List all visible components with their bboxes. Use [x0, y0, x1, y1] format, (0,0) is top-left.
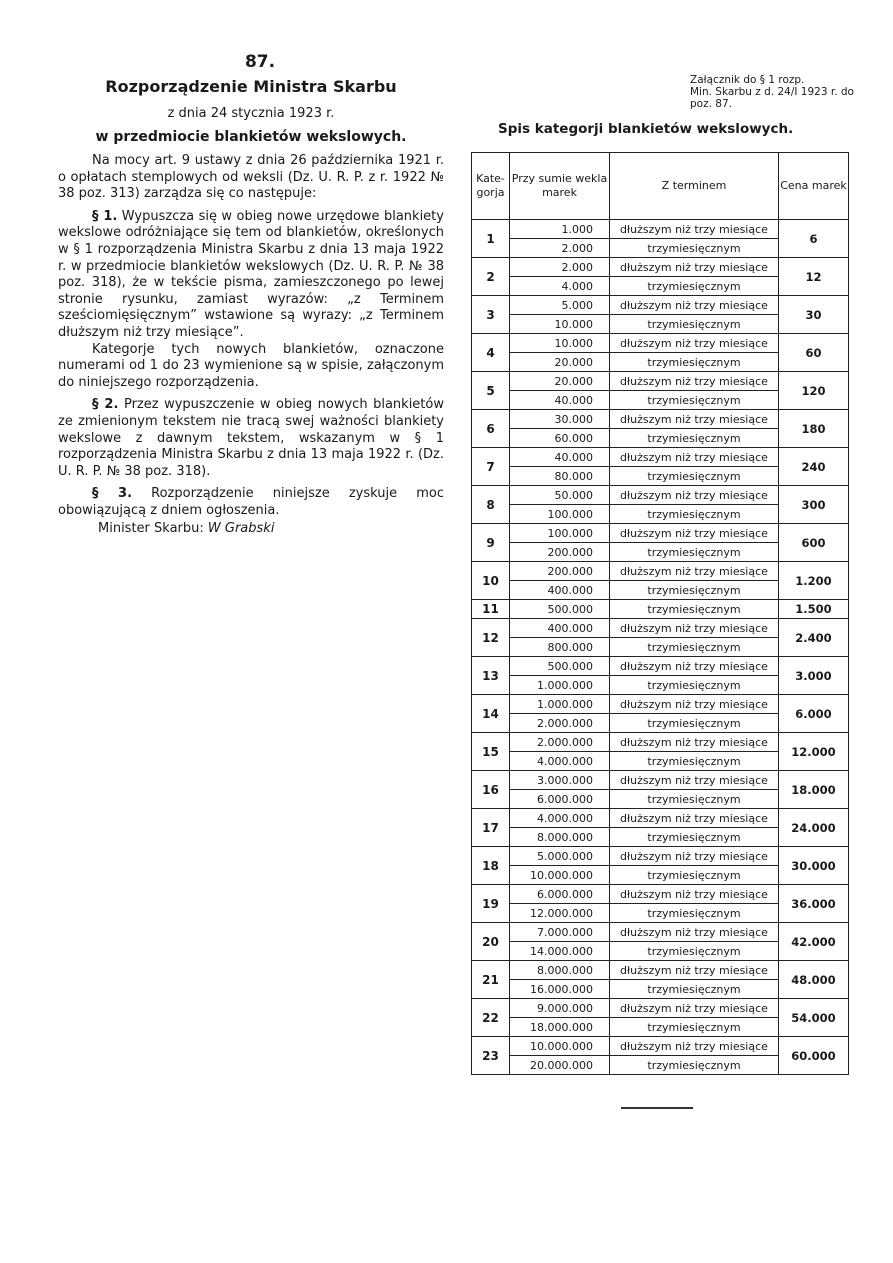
section-1-continuation: Kategorje tych nowych blankietów, oznaczone numerami od 1 do 23 wymienione są w spisie, załączonym do niniejszego rozporządzenia. [58, 341, 444, 390]
table-row [472, 524, 849, 543]
price-value: 30.000 [779, 847, 849, 885]
price-value: 42.000 [779, 923, 849, 961]
sum-value: 3.000.000 [510, 771, 610, 790]
sum-value: 7.000.000 [510, 923, 610, 942]
category-number: 15 [472, 733, 510, 771]
table-row [472, 448, 849, 467]
term-text: dłuższym niż trzy miesiące [610, 220, 779, 239]
table-row [472, 1037, 849, 1056]
table-row [472, 923, 849, 942]
section-3-text: Rozporządzenie niniejsze zyskuje moc obowiązującą z dniem ogłoszenia. [58, 486, 444, 518]
sum-value: 9.000.000 [510, 999, 610, 1018]
term-text: dłuższym niż trzy miesiące [610, 923, 779, 942]
sum-value: 400.000 [510, 581, 610, 600]
price-value: 36.000 [779, 885, 849, 923]
sum-value: 20.000.000 [510, 1056, 610, 1075]
sum-value: 2.000.000 [510, 714, 610, 733]
price-value: 1.200 [779, 562, 849, 600]
sum-value: 6.000.000 [510, 885, 610, 904]
term-text: trzymiesięcznym [610, 1018, 779, 1037]
sum-value: 50.000 [510, 486, 610, 505]
term-text: dłuższym niż trzy miesiące [610, 334, 779, 353]
table-row [472, 562, 849, 581]
section-1 [58, 209, 444, 342]
term-text: trzymiesięcznym [610, 467, 779, 486]
categories-table [471, 152, 849, 1075]
table-row [472, 961, 849, 980]
sum-value: 5.000 [510, 296, 610, 315]
section-1-mark: § 1. [92, 208, 118, 224]
table-row [472, 220, 849, 239]
term-text: dłuższym niż trzy miesiące [610, 771, 779, 790]
term-text: dłuższym niż trzy miesiące [610, 733, 779, 752]
sum-value: 20.000 [510, 372, 610, 391]
term-text: dłuższym niż trzy miesiące [610, 619, 779, 638]
sum-value: 100.000 [510, 524, 610, 543]
table-row [472, 695, 849, 714]
section-1-text: Wypuszcza się w obieg nowe urzędowe blankiety wekslowe odróżniające się tem od blankietów, określonych w § 1 rozporządzenia Ministra Skarbu z dnia 13 maja 1922 r. w przedmiocie blankietów wekslowych (Dz. U. R. P. № 38 poz. 318), że w tekście pisma, zamieszczonego po lewej stronie rysunku, zamiast wyrazów: „z Terminem sześciomięsięcznym” wstawione są wyrazy: „z Terminem dłuższym niż trzy miesiące”. [58, 208, 444, 340]
section-3 [58, 486, 444, 519]
term-text: dłuższym niż trzy miesiące [610, 961, 779, 980]
category-number: 17 [472, 809, 510, 847]
sum-value: 4.000.000 [510, 809, 610, 828]
sum-value: 40.000 [510, 391, 610, 410]
sum-value: 18.000.000 [510, 1018, 610, 1037]
section-2-text: Przez wypuszczenie w obieg nowych blankietów ze zmienionym tekstem nie tracą swej ważności blankiety wekslowe z dawnym tekstem, wskazanym w § 1 rozporządzenia Ministra Skarbu z dnia 13 maja 1922 r. (Dz. U. R. P. № 38 poz. 318). [58, 397, 444, 479]
table-body [472, 220, 849, 1075]
annex-line-2: Min. Skarbu z d. 24/I 1923 r. do [690, 86, 854, 98]
table-header-row [472, 153, 849, 220]
term-text: trzymiesięcznym [610, 752, 779, 771]
term-text: dłuższym niż trzy miesiące [610, 809, 779, 828]
section-3-mark: § 3. [92, 486, 133, 502]
list-title: Spis kategorji blankietów wekslowych. [498, 121, 794, 137]
signature-name: W Grabski [207, 521, 275, 537]
sum-value: 30.000 [510, 410, 610, 429]
section-2-mark: § 2. [92, 397, 119, 413]
price-value: 1.500 [779, 600, 849, 619]
category-number: 18 [472, 847, 510, 885]
price-value: 240 [779, 448, 849, 486]
term-text: dłuższym niż trzy miesiące [610, 999, 779, 1018]
table-row [472, 847, 849, 866]
table-row [472, 258, 849, 277]
sum-value: 10.000.000 [510, 1037, 610, 1056]
table-row [472, 410, 849, 429]
header-sum: Przy sumie wekla marek [510, 153, 610, 220]
table-row [472, 657, 849, 676]
table-row [472, 619, 849, 638]
table-row [472, 486, 849, 505]
end-rule [621, 1107, 693, 1109]
term-text: trzymiesięcznym [610, 505, 779, 524]
category-number: 22 [472, 999, 510, 1037]
term-text: trzymiesięcznym [610, 676, 779, 695]
term-text: trzymiesięcznym [610, 353, 779, 372]
header-price: Cena marek [779, 153, 849, 220]
sum-value: 14.000.000 [510, 942, 610, 961]
term-text: dłuższym niż trzy miesiące [610, 562, 779, 581]
term-text: trzymiesięcznym [610, 429, 779, 448]
category-number: 4 [472, 334, 510, 372]
category-number: 20 [472, 923, 510, 961]
category-number: 14 [472, 695, 510, 733]
term-text: trzymiesięcznym [610, 790, 779, 809]
category-number: 12 [472, 619, 510, 657]
annex-reference [690, 74, 860, 110]
category-number: 21 [472, 961, 510, 999]
intro-paragraph: Na mocy art. 9 ustawy z dnia 26 października 1921 r. o opłatach stemplowych od weksli (Dz. U. R. P. z r. 1922 № 38 poz. 313) zarządza się co następuje: [58, 153, 444, 202]
price-value: 54.000 [779, 999, 849, 1037]
header-term: Z terminem [610, 153, 779, 220]
category-number: 9 [472, 524, 510, 562]
term-text: dłuższym niż trzy miesiące [610, 410, 779, 429]
term-text: dłuższym niż trzy miesiące [610, 372, 779, 391]
price-value: 300 [779, 486, 849, 524]
sum-value: 10.000.000 [510, 866, 610, 885]
price-value: 60.000 [779, 1037, 849, 1075]
section-2 [58, 397, 444, 480]
term-text: trzymiesięcznym [610, 600, 779, 619]
regulation-title: Rozporządzenie Ministra Skarbu [105, 77, 397, 96]
sum-value: 200.000 [510, 562, 610, 581]
sum-value: 10.000 [510, 315, 610, 334]
sum-value: 1.000.000 [510, 695, 610, 714]
term-text: trzymiesięcznym [610, 828, 779, 847]
table-row [472, 733, 849, 752]
price-value: 6.000 [779, 695, 849, 733]
term-text: trzymiesięcznym [610, 239, 779, 258]
sum-value: 60.000 [510, 429, 610, 448]
sum-value: 5.000.000 [510, 847, 610, 866]
regulation-text [58, 52, 444, 536]
signature [58, 521, 444, 536]
term-text: dłuższym niż trzy miesiące [610, 486, 779, 505]
term-text: dłuższym niż trzy miesiące [610, 258, 779, 277]
term-text: trzymiesięcznym [610, 980, 779, 999]
sum-value: 400.000 [510, 619, 610, 638]
term-text: trzymiesięcznym [610, 315, 779, 334]
price-value: 48.000 [779, 961, 849, 999]
category-number: 19 [472, 885, 510, 923]
price-value: 3.000 [779, 657, 849, 695]
table-row [472, 809, 849, 828]
sum-value: 1.000.000 [510, 676, 610, 695]
price-value: 12.000 [779, 733, 849, 771]
price-value: 24.000 [779, 809, 849, 847]
term-text: trzymiesięcznym [610, 714, 779, 733]
regulation-date: z dnia 24 stycznia 1923 r. [167, 106, 335, 121]
term-text: trzymiesięcznym [610, 391, 779, 410]
table-row [472, 771, 849, 790]
price-value: 12 [779, 258, 849, 296]
category-number: 11 [472, 600, 510, 619]
sum-value: 20.000 [510, 353, 610, 372]
term-text: dłuższym niż trzy miesiące [610, 296, 779, 315]
category-number: 6 [472, 410, 510, 448]
price-value: 2.400 [779, 619, 849, 657]
sum-value: 6.000.000 [510, 790, 610, 809]
sum-value: 800.000 [510, 638, 610, 657]
regulation-number: 87. [244, 52, 276, 72]
sum-value: 2.000.000 [510, 733, 610, 752]
sum-value: 1.000 [510, 220, 610, 239]
price-value: 180 [779, 410, 849, 448]
term-text: trzymiesięcznym [610, 277, 779, 296]
price-value: 600 [779, 524, 849, 562]
price-value: 6 [779, 220, 849, 258]
term-text: dłuższym niż trzy miesiące [610, 524, 779, 543]
category-number: 1 [472, 220, 510, 258]
term-text: dłuższym niż trzy miesiące [610, 695, 779, 714]
annex-line-3: poz. 87. [690, 98, 732, 110]
category-number: 8 [472, 486, 510, 524]
sum-value: 12.000.000 [510, 904, 610, 923]
category-number: 5 [472, 372, 510, 410]
price-value: 120 [779, 372, 849, 410]
table-row [472, 296, 849, 315]
table-row [472, 334, 849, 353]
term-text: trzymiesięcznym [610, 904, 779, 923]
term-text: trzymiesięcznym [610, 581, 779, 600]
term-text: trzymiesięcznym [610, 543, 779, 562]
category-number: 10 [472, 562, 510, 600]
sum-value: 4.000.000 [510, 752, 610, 771]
sum-value: 10.000 [510, 334, 610, 353]
sum-value: 200.000 [510, 543, 610, 562]
price-value: 60 [779, 334, 849, 372]
term-text: trzymiesięcznym [610, 866, 779, 885]
table-row [472, 885, 849, 904]
term-text: trzymiesięcznym [610, 942, 779, 961]
term-text: dłuższym niż trzy miesiące [610, 847, 779, 866]
term-text: dłuższym niż trzy miesiące [610, 657, 779, 676]
table-row [472, 372, 849, 391]
price-value: 18.000 [779, 771, 849, 809]
term-text: dłuższym niż trzy miesiące [610, 448, 779, 467]
category-number: 16 [472, 771, 510, 809]
price-value: 30 [779, 296, 849, 334]
category-number: 3 [472, 296, 510, 334]
category-number: 2 [472, 258, 510, 296]
category-number: 7 [472, 448, 510, 486]
regulation-topic: w przedmiocie blankietów wekslowych. [95, 129, 407, 145]
category-number: 13 [472, 657, 510, 695]
sum-value: 80.000 [510, 467, 610, 486]
table-row [472, 600, 849, 619]
sum-value: 40.000 [510, 448, 610, 467]
sum-value: 8.000.000 [510, 961, 610, 980]
category-number: 23 [472, 1037, 510, 1075]
term-text: trzymiesięcznym [610, 1056, 779, 1075]
sum-value: 100.000 [510, 505, 610, 524]
term-text: dłuższym niż trzy miesiące [610, 1037, 779, 1056]
sum-value: 2.000 [510, 239, 610, 258]
term-text: trzymiesięcznym [610, 638, 779, 657]
header-category: Kate-gorja [472, 153, 510, 220]
sum-value: 500.000 [510, 600, 610, 619]
signature-label: Minister Skarbu: [98, 521, 204, 537]
annex-line-1: Załącznik do § 1 rozp. [690, 74, 805, 86]
sum-value: 8.000.000 [510, 828, 610, 847]
table-row [472, 999, 849, 1018]
sum-value: 500.000 [510, 657, 610, 676]
sum-value: 2.000 [510, 258, 610, 277]
sum-value: 16.000.000 [510, 980, 610, 999]
term-text: dłuższym niż trzy miesiące [610, 885, 779, 904]
sum-value: 4.000 [510, 277, 610, 296]
